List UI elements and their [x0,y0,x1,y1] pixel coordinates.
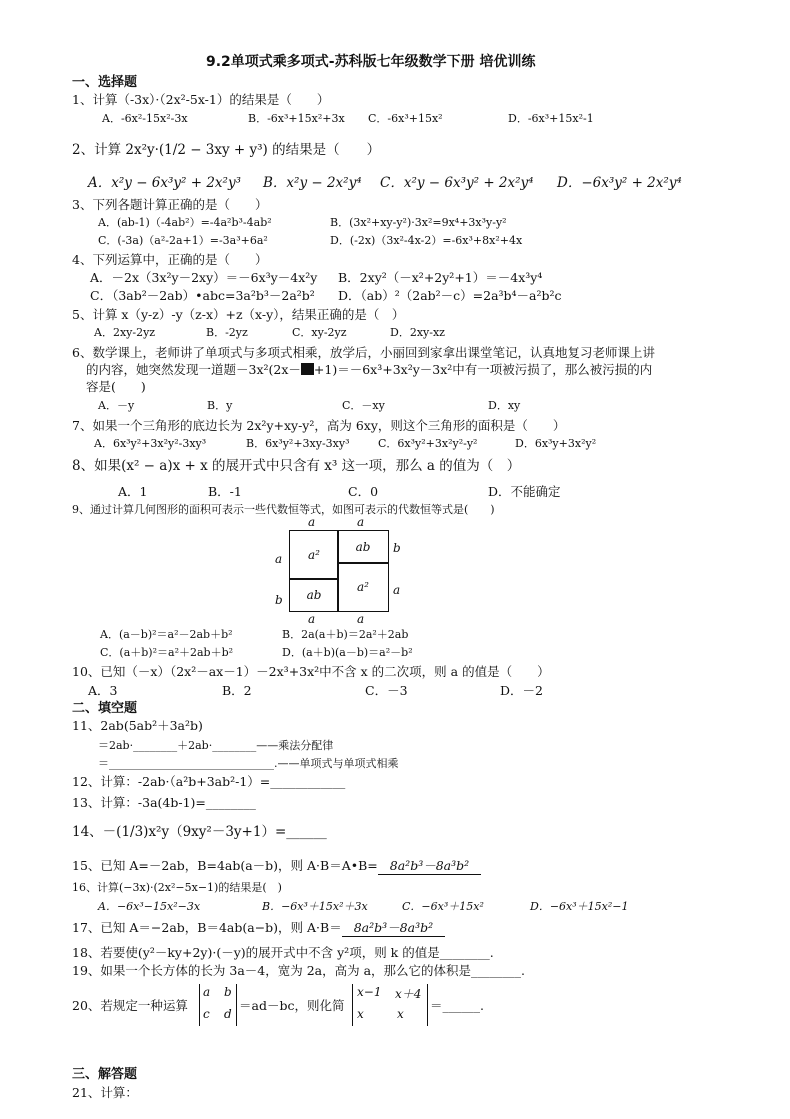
page-title: 9.2单项式乘多项式-苏科版七年级数学下册 培优训练 [206,54,536,70]
q11-line3: ＝______________________________.——单项式与单项式相乘 [98,757,399,770]
q16-option-a: A．−6x³−15x²−3x [98,900,201,913]
q6-line2-end: +1)＝－6x³+3x²y－3x²中有一项被污损了，那么被污损的内 [313,362,653,377]
q8-option-c: C．0 [348,484,379,499]
fig-left-label-1: a [275,552,283,566]
fig-top-label-1: a [308,515,316,529]
q11-stem: 11、2ab(5ab²＋3a²b) [72,718,203,733]
det2-a: x−1 [357,985,382,999]
fig-left-label-2: b [275,593,283,607]
q6-line2 [86,362,652,378]
q1-option-d: D．-6x³+15x²-1 [508,112,594,125]
q2-option-d: D．−6x³y² + 2x²y⁴ [557,175,682,191]
q16-option-c: C．−6x³＋15x² [402,900,484,913]
fig-square-outline [289,530,389,612]
q11-line2: ＝2ab·________＋2ab·________——乘法分配律 [98,739,334,752]
det2-c: x [357,1007,364,1021]
q12-text: 12、计算：-2ab·（a²b+3ab²-1）=____________ [72,774,346,789]
q18-text: 18、若要使(y²－ky+2y)·(－y)的展开式中不含 y²项，则 k 的值是________. [72,945,494,960]
q2-stem: 2、计算 2x²y·(1/2 − 3xy + y³) 的结果是（ ） [72,142,381,158]
q2-option-b: B．x²y − 2x²y⁴ [263,175,362,191]
q16-stem: 16、计算(−3x)·(2x²−5x−1)的结果是( ) [72,881,282,894]
det1-c: c [203,1007,210,1021]
q20-stem: 20、若规定一种运算 [72,998,188,1013]
q8-stem: 8、如果(x² − a)x + x 的展开式中只含有 x³ 这一项，那么 a 的值为（ ） [72,458,521,474]
q17-line [72,920,445,937]
fig-bottom-label-1: a [308,612,316,626]
q6-line1: 6、数学课上，老师讲了单项式与多项式相乘，放学后，小丽回到家拿出课堂笔记，认真地复习老师课上讲 [72,345,655,360]
q17-answer: 8a²b³－8a³b² [342,920,445,937]
q6-line3: 容是( ) [86,379,146,394]
fig-top-label-2: a [357,515,365,529]
fig-bottom-label-2: a [357,612,365,626]
q9-option-a: A．(a－b)²＝a²－2ab＋b² [100,628,233,641]
fig-cell-top-left: a² [289,530,339,580]
q10-option-b: B．2 [222,683,252,698]
section-fill-heading: 二、填空题 [72,701,138,716]
q1-option-c: C．-6x³+15x² [368,112,443,125]
q7-option-d: D．6x³y+3x²y² [515,437,597,450]
q3-option-a: A．(ab-1)（-4ab²）=-4a²b³-4ab² [98,216,272,229]
q5-stem: 5、计算 x（y-z）-y（z-x）+z（x-y），结果正确的是（ ） [72,307,405,322]
q3-stem: 3、下列各题计算正确的是（ ） [72,197,268,212]
fig-right-label-2: a [393,583,401,597]
q10-option-d: D．－2 [500,683,543,698]
det1-a: a [203,985,211,999]
q3-option-d: D．(-2x)（3x²-4x-2）=-6x³+8x²+4x [330,234,523,247]
fig-cell-bottom-right: a² [337,562,389,612]
q3-option-c: C．(-3a)（a²-2a+1）=-3a³+6a² [98,234,268,247]
q8-option-a: A．1 [118,484,148,499]
q6-option-d: D．xy [488,399,521,412]
q21-text: 21、计算： [72,1085,138,1100]
q1-option-b: B．-6x³+15x²+3x [248,112,345,125]
q2-option-c: C．x²y − 6x³y² + 2x²y⁴ [380,175,534,191]
section-answer-heading: 三、解答题 [72,1067,138,1082]
det1-d: d [224,1007,232,1021]
q20-mid: ＝ad－bc，则化简 [239,998,345,1013]
q9-option-d: D．(a＋b)(a－b)＝a²－b² [282,646,413,659]
det1-b: b [224,985,232,999]
det2-b: x＋4 [395,987,422,1001]
q1-option-a: A．-6x²-15x²-3x [102,112,188,125]
q5-option-d: D．2xy-xz [390,326,445,339]
q2-option-a: A．x²y − 6x³y² + 2x²y³ [88,175,241,191]
q9-option-c: C．(a＋b)²＝a²＋2ab＋b² [100,646,234,659]
q17-stem: 17、已知 A＝−2ab，B＝4ab(a−b)，则 A·B＝ [72,920,342,935]
q5-option-a: A．2xy-2yz [94,326,156,339]
q4-option-a: A．－2x（3x²y－2xy）＝－6x³y－4x²y [90,270,318,285]
q13-text: 13、计算：-3a(4b-1)=________ [72,795,256,810]
q7-stem: 7、如果一个三角形的底边长为 2x²y+xy-y²，高为 6xy，则这个三角形的面积是（ ） [72,418,566,433]
section-choice-heading: 一、选择题 [72,75,138,90]
fig-cell-top-right: ab [337,530,389,564]
q9-option-b: B．2a(a＋b)＝2a²＋2ab [282,628,409,641]
q7-option-b: B．6x³y²+3xy-3xy³ [246,437,350,450]
q4-option-d: D．（ab）²（2ab²－c）=2a³b⁴－a²b²c [338,288,562,303]
q16-option-b: B．−6x³＋15x²＋3x [262,900,368,913]
q20-end: ＝______. [430,998,484,1013]
fig-right-label-1: b [393,541,401,555]
smudge-mark [301,363,314,375]
q19-text: 19、如果一个长方体的长为 3a－4，宽为 2a，高为 a，那么它的体积是________. [72,963,526,978]
q15-answer: 8a²b³－8a³b² [378,858,481,875]
q4-option-b: B．2xy²（－x²+2y²+1）＝－4x³y⁴ [338,270,543,285]
q7-option-a: A．6x³y²+3x²y²-3xy³ [94,437,207,450]
q10-option-a: A．3 [88,683,118,698]
q7-option-c: C．6x³y²+3x²y²-y² [378,437,478,450]
q15-stem: 15、已知 A=－2ab，B=4ab(a－b)，则 A·B＝A•B= [72,858,378,873]
q15-line [72,858,481,875]
det2-d: x [397,1007,404,1021]
q10-option-c: C．－3 [365,683,408,698]
q1-stem: 1、计算（-3x）·（2x²-5x-1）的结果是（ ） [72,92,330,107]
q9-stem: 9、通过计算几何图形的面积可表示一些代数恒等式，如图可表示的代数恒等式是( ) [72,503,495,516]
q6-option-b: B．y [207,399,233,412]
q20-determinant-1 [199,984,237,1026]
q3-option-b: B．(3x²+xy-y²)·3x²=9x⁴+3x³y-y² [330,216,507,229]
q4-stem: 4、下列运算中，正确的是（ ） [72,252,268,267]
q14-text: 14、－(1/3)x²y（9xy²－3y+1）=______ [72,824,327,840]
q4-option-c: C．（3ab²－2ab）•abc=3a²b³－2a²b² [90,288,315,303]
q16-option-d: D．−6x³＋15x²−1 [530,900,629,913]
q10-stem: 10、已知（－x）（2x²－ax－1）－2x³+3x²中不含 x 的二次项，则 a 的值是（ ） [72,664,550,679]
fig-cell-bottom-left: ab [289,578,339,612]
q6-option-a: A．－y [98,399,135,412]
q5-option-c: C．xy-2yz [292,326,347,339]
q6-option-c: C．－xy [342,399,385,412]
q20-determinant-2 [352,984,428,1026]
q5-option-b: B．-2yz [206,326,248,339]
q6-line2-start: 的内容，她突然发现一道题－3x²(2x－ [86,362,301,377]
q8-option-b: B．-1 [208,484,242,499]
q8-option-d: D．不能确定 [488,484,561,499]
